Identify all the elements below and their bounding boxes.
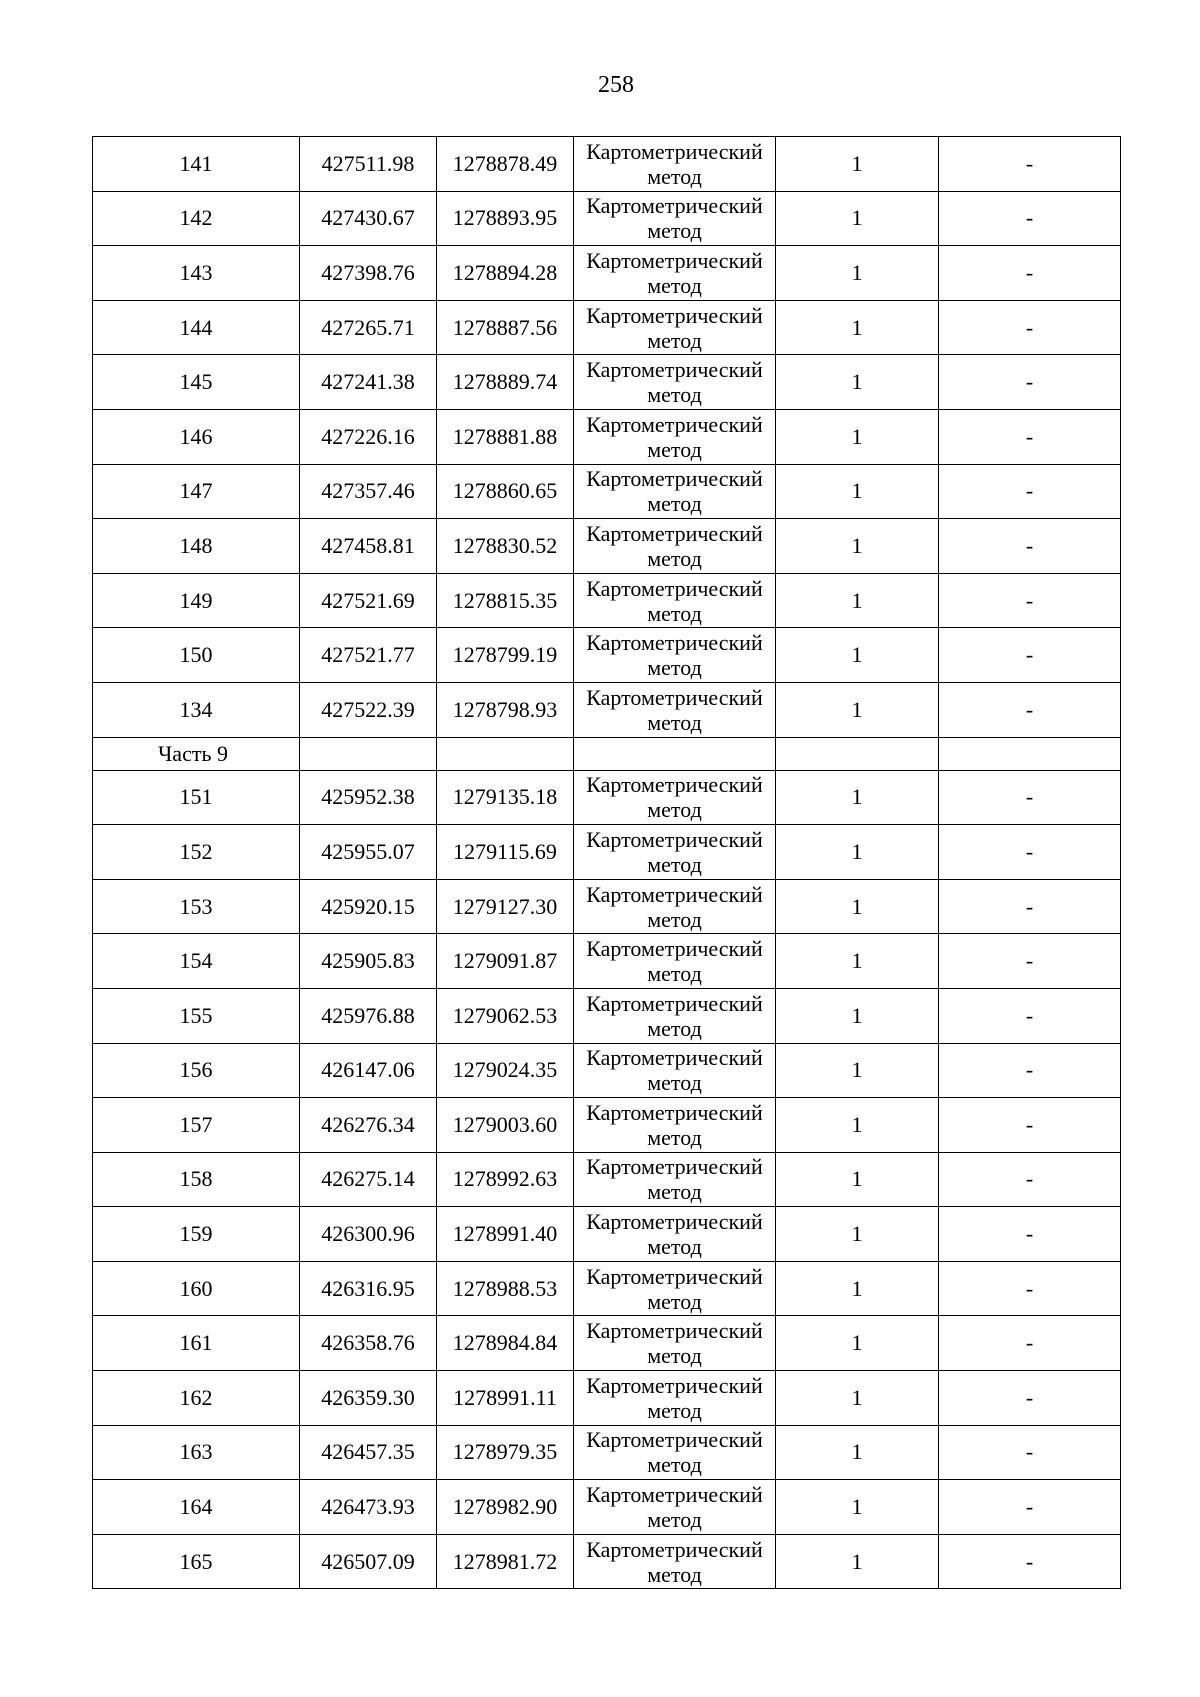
- method-line1: Картометрический: [586, 1482, 763, 1508]
- point-id-cell: 143: [93, 246, 300, 301]
- table-row: [93, 1207, 1121, 1262]
- accuracy-cell: 1: [776, 1425, 939, 1480]
- method-line1: Картометрический: [586, 990, 763, 1016]
- method-line2: метод: [647, 1288, 702, 1314]
- x-coordinate-cell: 425955.07: [300, 825, 437, 880]
- point-id-cell: 152: [93, 825, 300, 880]
- y-coordinate-cell: 1279115.69: [437, 825, 574, 880]
- y-coordinate-cell: 1278815.35: [437, 573, 574, 628]
- x-coordinate-cell: 426507.09: [300, 1534, 437, 1589]
- table-row: [93, 1043, 1121, 1098]
- point-id-cell: 146: [93, 409, 300, 464]
- y-coordinate-cell: 1278878.49: [437, 137, 574, 192]
- method-line1: Картометрический: [586, 466, 763, 492]
- accuracy-cell: 1: [776, 409, 939, 464]
- table-row: [93, 934, 1121, 989]
- note-cell: -: [939, 191, 1121, 246]
- y-coordinate-cell: 1279091.87: [437, 934, 574, 989]
- coordinates-table: [92, 136, 1121, 1589]
- accuracy-cell: 1: [776, 300, 939, 355]
- method-line2: метод: [647, 1124, 702, 1150]
- method-line2: метод: [647, 1507, 702, 1533]
- note-cell: -: [939, 1207, 1121, 1262]
- point-id-cell: 165: [93, 1534, 300, 1589]
- x-coordinate-cell: 427226.16: [300, 409, 437, 464]
- accuracy-cell: 1: [776, 1152, 939, 1207]
- point-id-cell: 164: [93, 1480, 300, 1535]
- point-id-cell: 155: [93, 988, 300, 1043]
- table-row: [93, 1152, 1121, 1207]
- accuracy-cell: 1: [776, 1043, 939, 1098]
- table-row: [93, 988, 1121, 1043]
- method-line1: Картометрический: [586, 1045, 763, 1071]
- note-cell: -: [939, 682, 1121, 737]
- y-coordinate-cell: 1278798.93: [437, 682, 574, 737]
- method-cell: [574, 1534, 776, 1589]
- note-cell: -: [939, 137, 1121, 192]
- note-cell: -: [939, 988, 1121, 1043]
- method-line1: Картометрический: [586, 1099, 763, 1125]
- note-cell: -: [939, 519, 1121, 574]
- page-number: 258: [598, 72, 634, 98]
- accuracy-cell: 1: [776, 879, 939, 934]
- note-cell: -: [939, 1480, 1121, 1535]
- method-line2: метод: [647, 491, 702, 517]
- method-cell: [574, 1098, 776, 1153]
- method-line1: Картометрический: [586, 193, 763, 219]
- method-line1: Картометрический: [586, 1154, 763, 1180]
- method-line1: Картометрический: [586, 1263, 763, 1289]
- method-line2: метод: [647, 851, 702, 877]
- y-coordinate-cell: 1279003.60: [437, 1098, 574, 1153]
- note-cell: -: [939, 1425, 1121, 1480]
- table-row: [93, 409, 1121, 464]
- method-line2: метод: [647, 272, 702, 298]
- accuracy-cell: 1: [776, 628, 939, 683]
- accuracy-cell: 1: [776, 464, 939, 519]
- x-coordinate-cell: 426473.93: [300, 1480, 437, 1535]
- note-cell: -: [939, 464, 1121, 519]
- x-coordinate-cell: 426275.14: [300, 1152, 437, 1207]
- note-cell: -: [939, 1534, 1121, 1589]
- point-id-cell: 153: [93, 879, 300, 934]
- method-cell: [574, 1152, 776, 1207]
- empty-cell: [300, 737, 437, 770]
- method-line2: метод: [647, 1234, 702, 1260]
- method-cell: [574, 1207, 776, 1262]
- x-coordinate-cell: 426359.30: [300, 1371, 437, 1426]
- note-cell: -: [939, 1316, 1121, 1371]
- y-coordinate-cell: 1278991.11: [437, 1371, 574, 1426]
- point-id-cell: 134: [93, 682, 300, 737]
- table-row: [93, 1098, 1121, 1153]
- accuracy-cell: 1: [776, 682, 939, 737]
- accuracy-cell: 1: [776, 934, 939, 989]
- method-line1: Картометрический: [586, 772, 763, 798]
- method-line2: метод: [647, 545, 702, 571]
- x-coordinate-cell: 427521.69: [300, 573, 437, 628]
- table-row: [93, 825, 1121, 880]
- point-id-cell: 144: [93, 300, 300, 355]
- y-coordinate-cell: 1278894.28: [437, 246, 574, 301]
- method-cell: [574, 1371, 776, 1426]
- table-row: [93, 682, 1121, 737]
- table-row: [93, 137, 1121, 192]
- empty-cell: [776, 737, 939, 770]
- accuracy-cell: 1: [776, 1261, 939, 1316]
- table-row: [93, 1480, 1121, 1535]
- method-line1: Картометрический: [586, 411, 763, 437]
- x-coordinate-cell: 427521.77: [300, 628, 437, 683]
- method-line2: метод: [647, 436, 702, 462]
- table-row: [93, 1261, 1121, 1316]
- note-cell: -: [939, 879, 1121, 934]
- x-coordinate-cell: 427522.39: [300, 682, 437, 737]
- method-cell: [574, 409, 776, 464]
- accuracy-cell: 1: [776, 355, 939, 410]
- table-row: [93, 519, 1121, 574]
- accuracy-cell: 1: [776, 1207, 939, 1262]
- x-coordinate-cell: 427398.76: [300, 246, 437, 301]
- y-coordinate-cell: 1278991.40: [437, 1207, 574, 1262]
- method-cell: [574, 770, 776, 825]
- method-line2: метод: [647, 906, 702, 932]
- point-id-cell: 160: [93, 1261, 300, 1316]
- empty-cell: [574, 737, 776, 770]
- accuracy-cell: 1: [776, 1534, 939, 1589]
- method-cell: [574, 1425, 776, 1480]
- method-line2: метод: [647, 600, 702, 626]
- x-coordinate-cell: 427265.71: [300, 300, 437, 355]
- y-coordinate-cell: 1279135.18: [437, 770, 574, 825]
- y-coordinate-cell: 1279062.53: [437, 988, 574, 1043]
- method-cell: [574, 934, 776, 989]
- empty-cell: [939, 737, 1121, 770]
- point-id-cell: 154: [93, 934, 300, 989]
- method-line2: метод: [647, 218, 702, 244]
- x-coordinate-cell: 426276.34: [300, 1098, 437, 1153]
- method-cell: [574, 879, 776, 934]
- x-coordinate-cell: 425952.38: [300, 770, 437, 825]
- y-coordinate-cell: 1278988.53: [437, 1261, 574, 1316]
- x-coordinate-cell: 427357.46: [300, 464, 437, 519]
- method-line1: Картометрический: [586, 247, 763, 273]
- note-cell: -: [939, 573, 1121, 628]
- table-row: [93, 628, 1121, 683]
- method-cell: [574, 573, 776, 628]
- note-cell: -: [939, 770, 1121, 825]
- y-coordinate-cell: 1278799.19: [437, 628, 574, 683]
- point-id-cell: 162: [93, 1371, 300, 1426]
- table-row: [93, 770, 1121, 825]
- x-coordinate-cell: 426457.35: [300, 1425, 437, 1480]
- table-row: [93, 464, 1121, 519]
- method-line2: метод: [647, 382, 702, 408]
- x-coordinate-cell: 425920.15: [300, 879, 437, 934]
- method-line2: метод: [647, 1452, 702, 1478]
- point-id-cell: 158: [93, 1152, 300, 1207]
- method-line2: метод: [647, 1179, 702, 1205]
- method-cell: [574, 628, 776, 683]
- note-cell: -: [939, 1098, 1121, 1153]
- point-id-cell: 150: [93, 628, 300, 683]
- table-row: [93, 1534, 1121, 1589]
- method-line1: Картометрический: [586, 357, 763, 383]
- note-cell: -: [939, 355, 1121, 410]
- note-cell: -: [939, 1043, 1121, 1098]
- y-coordinate-cell: 1278889.74: [437, 355, 574, 410]
- note-cell: -: [939, 628, 1121, 683]
- x-coordinate-cell: 426147.06: [300, 1043, 437, 1098]
- table-row: [93, 355, 1121, 410]
- x-coordinate-cell: 427430.67: [300, 191, 437, 246]
- point-id-cell: 161: [93, 1316, 300, 1371]
- coordinates-table-body: [93, 137, 1121, 1589]
- table-row: [93, 300, 1121, 355]
- method-cell: [574, 1043, 776, 1098]
- method-cell: [574, 682, 776, 737]
- method-line2: метод: [647, 1070, 702, 1096]
- point-id-cell: 151: [93, 770, 300, 825]
- accuracy-cell: 1: [776, 1316, 939, 1371]
- y-coordinate-cell: 1278830.52: [437, 519, 574, 574]
- method-line1: Картометрический: [586, 1427, 763, 1453]
- point-id-cell: 149: [93, 573, 300, 628]
- note-cell: -: [939, 409, 1121, 464]
- accuracy-cell: 1: [776, 191, 939, 246]
- table-row: [93, 573, 1121, 628]
- method-cell: [574, 191, 776, 246]
- method-line1: Картометрический: [586, 1536, 763, 1562]
- method-line2: метод: [647, 1015, 702, 1041]
- y-coordinate-cell: 1278887.56: [437, 300, 574, 355]
- method-line2: метод: [647, 1397, 702, 1423]
- accuracy-cell: 1: [776, 246, 939, 301]
- point-id-cell: 145: [93, 355, 300, 410]
- method-line2: метод: [647, 797, 702, 823]
- y-coordinate-cell: 1278979.35: [437, 1425, 574, 1480]
- method-line1: Картометрический: [586, 936, 763, 962]
- method-cell: [574, 988, 776, 1043]
- accuracy-cell: 1: [776, 573, 939, 628]
- method-line1: Картометрический: [586, 826, 763, 852]
- x-coordinate-cell: 426300.96: [300, 1207, 437, 1262]
- method-line2: метод: [647, 1561, 702, 1587]
- method-cell: [574, 246, 776, 301]
- table-row: [93, 1371, 1121, 1426]
- note-cell: -: [939, 1371, 1121, 1426]
- method-cell: [574, 464, 776, 519]
- method-line1: Картометрический: [586, 575, 763, 601]
- note-cell: -: [939, 825, 1121, 880]
- accuracy-cell: 1: [776, 1098, 939, 1153]
- point-id-cell: 157: [93, 1098, 300, 1153]
- point-id-cell: 156: [93, 1043, 300, 1098]
- y-coordinate-cell: 1278981.72: [437, 1534, 574, 1589]
- method-cell: [574, 519, 776, 574]
- accuracy-cell: 1: [776, 137, 939, 192]
- accuracy-cell: 1: [776, 519, 939, 574]
- y-coordinate-cell: 1278860.65: [437, 464, 574, 519]
- point-id-cell: 148: [93, 519, 300, 574]
- table-row: [93, 1316, 1121, 1371]
- table-row: [93, 1425, 1121, 1480]
- x-coordinate-cell: 427241.38: [300, 355, 437, 410]
- note-cell: -: [939, 300, 1121, 355]
- x-coordinate-cell: 427458.81: [300, 519, 437, 574]
- accuracy-cell: 1: [776, 770, 939, 825]
- method-cell: [574, 1480, 776, 1535]
- x-coordinate-cell: 425976.88: [300, 988, 437, 1043]
- note-cell: -: [939, 934, 1121, 989]
- method-cell: [574, 1261, 776, 1316]
- accuracy-cell: 1: [776, 1480, 939, 1535]
- accuracy-cell: 1: [776, 825, 939, 880]
- method-line1: Картометрический: [586, 881, 763, 907]
- method-line1: Картометрический: [586, 630, 763, 656]
- method-line2: метод: [647, 163, 702, 189]
- method-line2: метод: [647, 655, 702, 681]
- method-line2: метод: [647, 1343, 702, 1369]
- method-cell: [574, 300, 776, 355]
- x-coordinate-cell: 426358.76: [300, 1316, 437, 1371]
- method-line1: Картометрический: [586, 138, 763, 164]
- point-id-cell: 147: [93, 464, 300, 519]
- accuracy-cell: 1: [776, 1371, 939, 1426]
- method-line2: метод: [647, 961, 702, 987]
- note-cell: -: [939, 246, 1121, 301]
- method-line1: Картометрический: [586, 684, 763, 710]
- accuracy-cell: 1: [776, 988, 939, 1043]
- y-coordinate-cell: 1278992.63: [437, 1152, 574, 1207]
- table-row: [93, 191, 1121, 246]
- section-row: [93, 737, 1121, 770]
- x-coordinate-cell: 425905.83: [300, 934, 437, 989]
- point-id-cell: 142: [93, 191, 300, 246]
- method-line1: Картометрический: [586, 1372, 763, 1398]
- method-line1: Картометрический: [586, 1318, 763, 1344]
- method-line1: Картометрический: [586, 302, 763, 328]
- y-coordinate-cell: 1279127.30: [437, 879, 574, 934]
- empty-cell: [437, 737, 574, 770]
- point-id-cell: 163: [93, 1425, 300, 1480]
- y-coordinate-cell: 1278881.88: [437, 409, 574, 464]
- y-coordinate-cell: 1278893.95: [437, 191, 574, 246]
- method-line2: метод: [647, 327, 702, 353]
- x-coordinate-cell: 426316.95: [300, 1261, 437, 1316]
- table-row: [93, 879, 1121, 934]
- method-cell: [574, 137, 776, 192]
- method-cell: [574, 1316, 776, 1371]
- method-cell: [574, 825, 776, 880]
- point-id-cell: 159: [93, 1207, 300, 1262]
- y-coordinate-cell: 1278982.90: [437, 1480, 574, 1535]
- table-row: [93, 246, 1121, 301]
- method-line1: Картометрический: [586, 520, 763, 546]
- y-coordinate-cell: 1278984.84: [437, 1316, 574, 1371]
- note-cell: -: [939, 1261, 1121, 1316]
- method-line1: Картометрический: [586, 1209, 763, 1235]
- x-coordinate-cell: 427511.98: [300, 137, 437, 192]
- method-line2: метод: [647, 709, 702, 735]
- point-id-cell: 141: [93, 137, 300, 192]
- method-cell: [574, 355, 776, 410]
- section-label: Часть 9: [93, 737, 300, 770]
- y-coordinate-cell: 1279024.35: [437, 1043, 574, 1098]
- note-cell: -: [939, 1152, 1121, 1207]
